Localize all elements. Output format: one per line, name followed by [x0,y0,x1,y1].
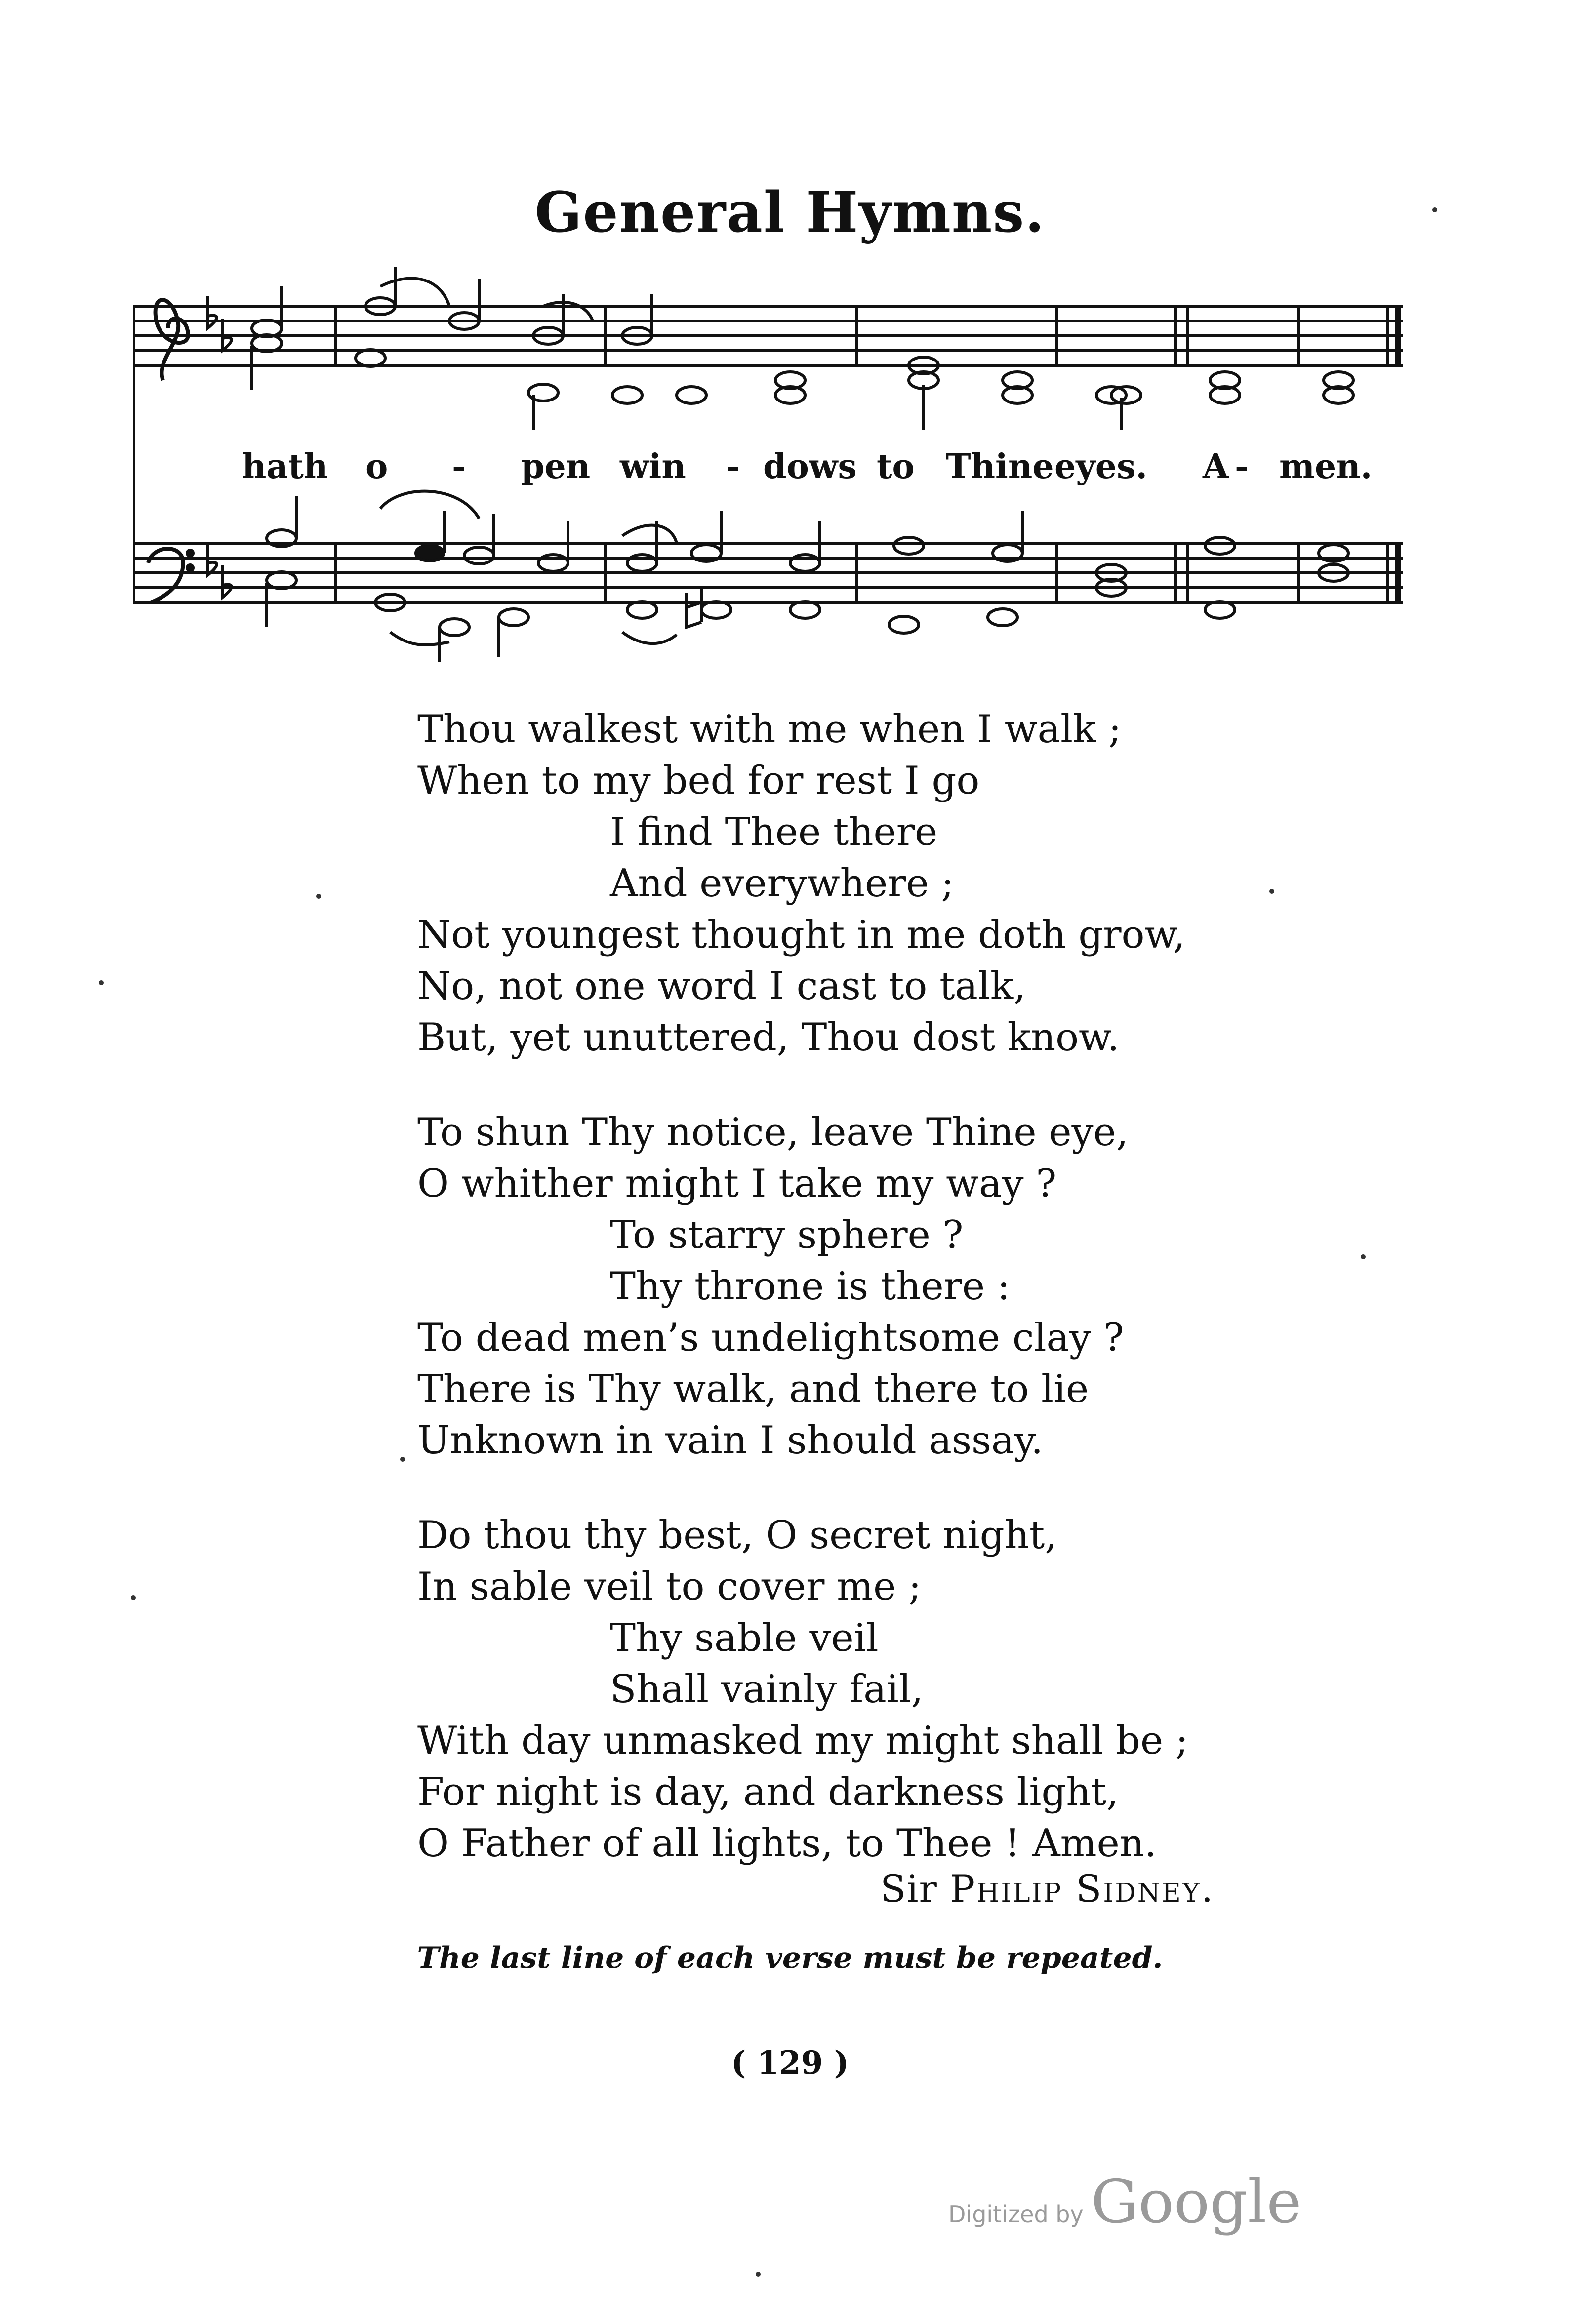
google-watermark [948,2168,1301,2237]
verse-line: I find Thee there [610,810,938,854]
author-attribution [880,1867,1215,1911]
lyric-syllable: hath [242,447,328,486]
stanza [417,1510,1405,1869]
google-logo: Google [1091,2168,1302,2237]
hymn-verses [417,704,1405,1913]
lyric-syllable: - [1235,447,1249,486]
lyric-syllable: pen [521,447,591,486]
repeat-note: The last line of each verse must be repeated. [417,1941,1163,1975]
print-speck [99,980,104,985]
verse-line: And everywhere ; [610,861,954,906]
lyric-syllable: - [726,447,740,486]
verse-line: O Father of all lights, to Thee ! Amen. [417,1821,1157,1866]
verse-line: Thou walkest with me when I walk ; [417,707,1122,752]
page-number: ( 129 ) [731,2044,849,2082]
verse-line: For night is day, and darkness light, [417,1770,1119,1814]
stanza [417,704,1405,1063]
verse-line: When to my bed for rest I go [417,759,980,803]
verse-line: There is Thy walk, and there to lie [417,1367,1089,1411]
lyric-syllable: to [877,447,915,486]
stanza [417,1107,1405,1466]
verse-line: Shall vainly fail, [610,1667,924,1712]
author-name: Philip Sidney. [950,1867,1215,1911]
lyric-syllable: - [452,447,466,486]
lyric-syllable: eyes. [1054,447,1147,486]
verse-line: Not youngest thought in me doth grow, [417,913,1185,957]
verse-line: Thy sable veil [610,1616,879,1660]
verse-line: No, not one word I cast to talk, [417,964,1026,1008]
verse-line: To shun Thy notice, leave Thine eye, [417,1110,1129,1155]
print-speck [131,1595,136,1600]
verse-line: With day unmasked my might shall be ; [417,1719,1189,1763]
lyric-syllable: men. [1279,447,1373,486]
watermark-prefix: Digitized by [948,2201,1084,2228]
lyric-syllable: dows [763,447,857,486]
verse-line: O whither might I take my way ? [417,1162,1057,1206]
verse-line: To starry sphere ? [610,1213,964,1257]
print-speck [1269,889,1274,894]
page-title: General Hymns. [534,180,1046,245]
author-prefix: Sir [880,1867,937,1911]
verse-line: In sable veil to cover me ; [417,1564,922,1609]
verse-line: Do thou thy best, O secret night, [417,1513,1057,1558]
print-speck [1361,1254,1366,1259]
print-speck [316,894,321,899]
print-speck [756,2272,761,2277]
print-speck [400,1457,405,1462]
verse-line: But, yet unuttered, Thou dost know. [417,1015,1120,1060]
lyric-syllable: win [620,447,686,486]
verse-line: Thy throne is there : [610,1264,1011,1309]
verse-line: Unknown in vain I should assay. [417,1418,1044,1463]
lyric-syllable: o [365,447,388,486]
verse-line: To dead men’s undelightsome clay ? [417,1316,1124,1360]
lyric-syllable: Thine [946,447,1054,486]
lyric-syllable: A [1203,447,1229,486]
print-speck [1432,207,1437,212]
